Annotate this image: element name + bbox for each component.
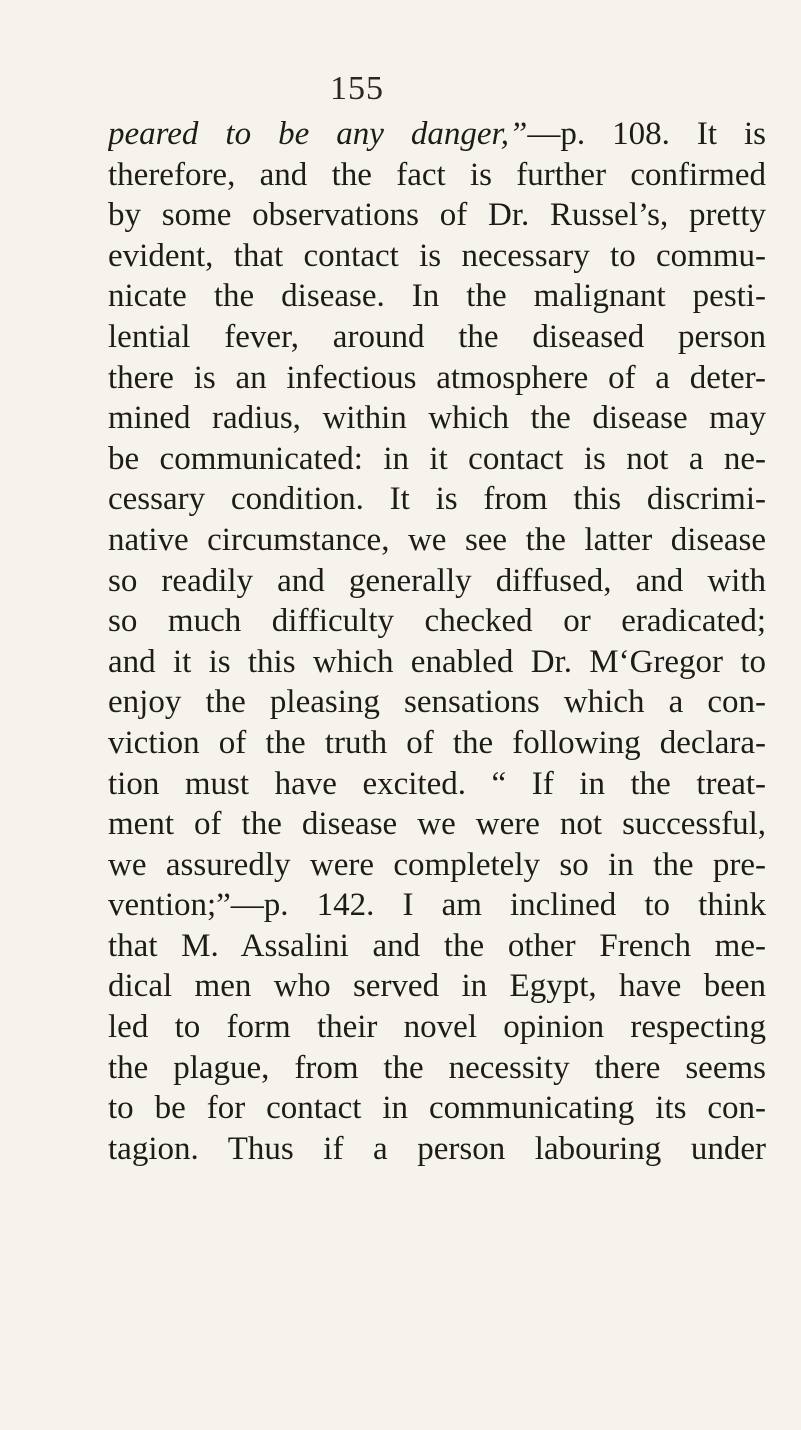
text-line-rest: —p. 108. It is — [527, 116, 766, 152]
text-line: and it is this which enabled Dr. M‘Gregor to — [108, 643, 766, 680]
text-line: tion must have excited. “ If in the treat- — [108, 765, 766, 802]
text-line: nicate the disease. In the malignant pesti- — [108, 278, 766, 315]
text-line: be communicated: in it contact is not a ne- — [108, 440, 766, 477]
text-line: enjoy the pleasing sensations which a con- — [108, 684, 766, 721]
text-line: ment of the disease we were not successful, — [108, 806, 766, 843]
text-line: therefore, and the fact is further confirmed — [108, 156, 766, 193]
text-line: so much difficulty checked or eradicated; — [108, 603, 766, 640]
text-line: the plague, from the necessity there seems — [108, 1049, 766, 1086]
text-line: viction of the truth of the following declara- — [108, 724, 766, 761]
text-line: by some observations of Dr. Russel’s, pretty — [108, 197, 766, 234]
text-line: dical men who served in Egypt, have been — [108, 968, 766, 1005]
text-line: we assuredly were completely so in the pre- — [108, 846, 766, 883]
text-line: so readily and generally diffused, and with — [108, 562, 766, 599]
text-line: that M. Assalini and the other French me- — [108, 927, 766, 964]
text-line: tagion. Thus if a person labouring under — [108, 1130, 766, 1167]
text-line: there is an infectious atmosphere of a deter- — [108, 359, 766, 396]
page-number: 155 — [330, 70, 384, 107]
text-line: native circumstance, we see the latter disease — [108, 521, 766, 558]
text-line — [108, 114, 766, 155]
text-line: cessary condition. It is from this discrimi- — [108, 481, 766, 518]
body-text — [108, 114, 766, 1169]
text-line: vention;”—p. 142. I am inclined to think — [108, 887, 766, 924]
italic-quote: peared to be any danger,” — [108, 116, 528, 152]
text-line: led to form their novel opinion respecting — [108, 1009, 766, 1046]
text-line: lential fever, around the diseased person — [108, 318, 766, 355]
text-line: mined radius, within which the disease may — [108, 400, 766, 437]
text-line: evident, that contact is necessary to commu- — [108, 237, 766, 274]
text-line: to be for contact in communicating its con- — [108, 1090, 766, 1127]
